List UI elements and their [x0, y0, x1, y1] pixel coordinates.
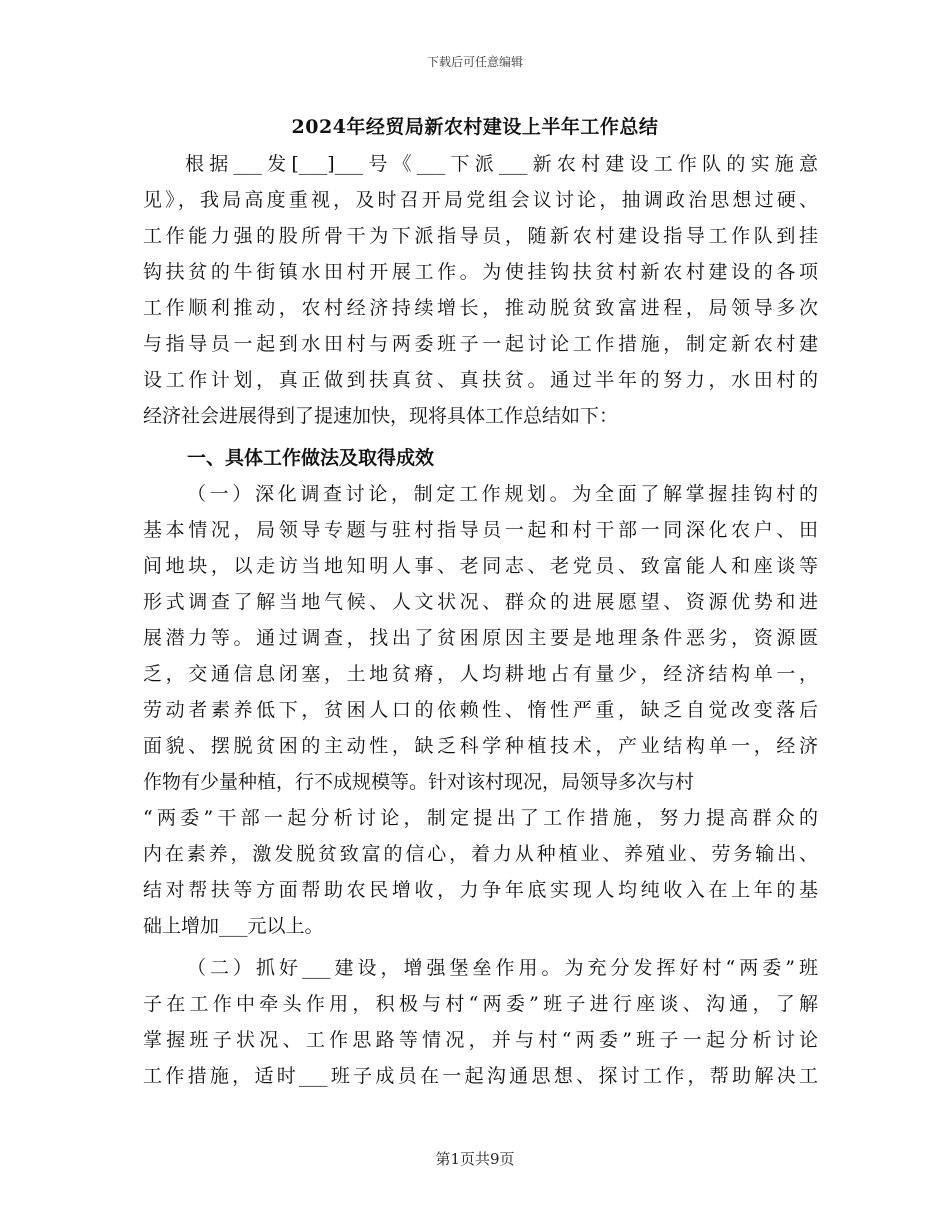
paragraph-line: “两委”干部一起分析讨论，制定提出了工作措施，努力提高群众的: [143, 807, 818, 829]
paragraph-line: 工作能力强的股所骨干为下派指导员，随新农村建设指导工作队到挂: [143, 225, 818, 247]
document-body: [143, 146, 818, 1094]
paragraph-line: 基本情况，局领导专题与驻村指导员一起和村干部一同深化农户、田: [143, 519, 818, 541]
paragraph-line: （一）深化调查讨论，制定工作规划。为全面了解掌握挂钩村的: [187, 483, 818, 505]
paragraph-line: 劳动者素养低下，贫困人口的依赖性、惰性严重，缺乏自觉改变落后: [143, 699, 818, 721]
paragraph-line: 设工作计划，真正做到扶真贫、真扶贫。通过半年的努力，水田村的: [143, 369, 818, 391]
paragraph-line: 掌握班子状况、工作思路等情况，并与村“两委”班子一起分析讨论: [143, 1029, 818, 1051]
paragraph-line: 根据___发[___]___号《___下派___新农村建设工作队的实施意: [185, 153, 818, 175]
paragraph-line: 工作措施，适时___班子成员在一起沟通思想、探讨工作，帮助解决工: [143, 1065, 818, 1087]
paragraph-line: （二）抓好___建设，增强堡垒作用。为充分发挥好村“两委”班: [187, 957, 818, 979]
paragraph-line: 工作顺利推动，农村经济持续增长，推动脱贫致富进程，局领导多次: [143, 297, 818, 319]
paragraph-line: 子在工作中牵头作用，积极与村“两委”班子进行座谈、沟通，了解: [143, 993, 818, 1015]
paragraph-line: 与指导员一起到水田村与两委班子一起讨论工作措施，制定新农村建: [143, 333, 818, 355]
paragraph-line: 钩扶贫的牛街镇水田村开展工作。为使挂钩扶贫村新农村建设的各项: [143, 261, 818, 283]
paragraph-line: 展潜力等。通过调查，找出了贫困原因主要是地理条件恶劣，资源匮: [143, 627, 818, 649]
document-title: 2024年经贸局新农村建设上半年工作总结: [291, 116, 659, 138]
paragraph-line: 形式调查了解当地气候、人文状况、群众的进展愿望、资源优势和进: [143, 591, 818, 613]
paragraph-line: 础上增加___元以上。: [143, 915, 324, 937]
paragraph-line: 结对帮扶等方面帮助农民增收，力争年底实现人均纯收入在上年的基: [143, 879, 818, 901]
paragraph-line: 经济社会进展得到了提速加快，现将具体工作总结如下：: [143, 405, 619, 427]
paragraph-line: 面貌、摆脱贫困的主动性，缺乏科学种植技术，产业结构单一，经济: [143, 735, 818, 757]
paragraph-line: 间地块，以走访当地知明人事、老同志、老党员、致富能人和座谈等: [143, 555, 818, 577]
page-footer: 第1页共9页: [435, 1150, 515, 1168]
paragraph-line: 作物有少量种植，行不成规模等。针对该村现况，局领导多次与村: [143, 771, 695, 793]
header-note: 下载后可任意编辑: [426, 55, 523, 69]
paragraph-line: 乏，交通信息闭塞，土地贫瘠，人均耕地占有量少，经济结构单一，: [143, 663, 818, 685]
paragraph-line: 见》，我局高度重视，及时召开局党组会议讨论，抽调政治思想过硬、: [143, 189, 818, 211]
section-heading: 一、具体工作做法及取得成效: [187, 447, 435, 469]
paragraph-line: 内在素养，激发脱贫致富的信心，着力从种植业、养殖业、劳务输出、: [143, 843, 818, 865]
